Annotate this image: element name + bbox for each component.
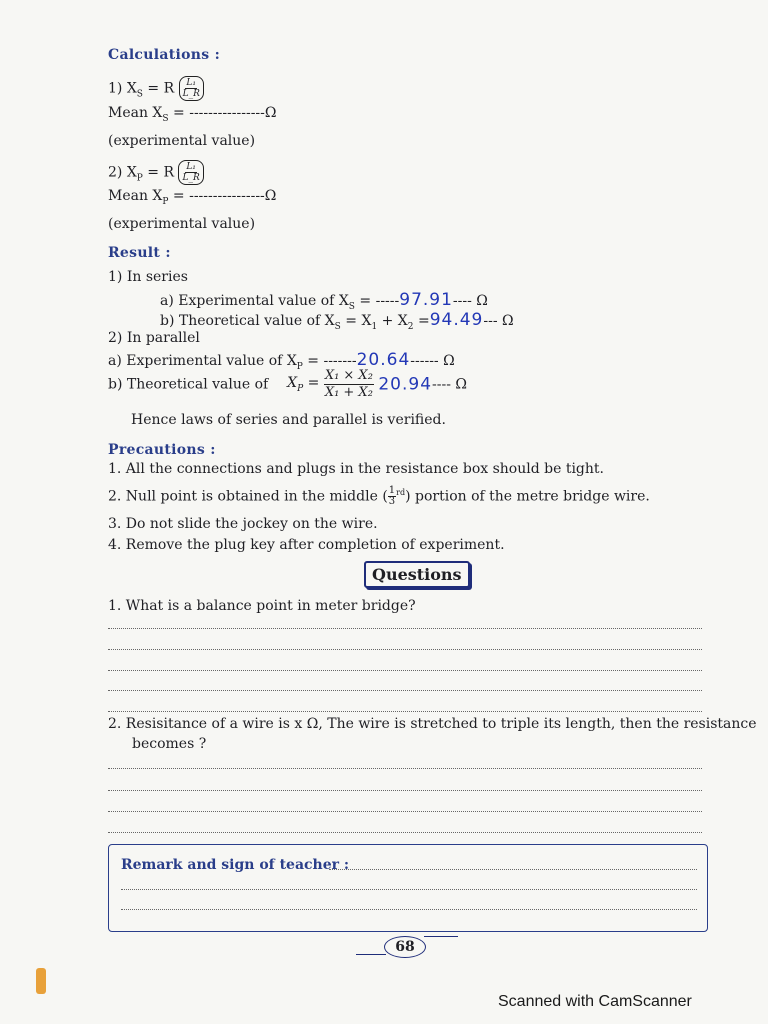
result-parallel-experimental: a) Experimental value of $X_P = -------20.64------$ Ω [108, 350, 455, 372]
result-parallel-label: 2) In parallel [108, 330, 200, 346]
precaution-item-4: 4. Remove the plug key after completion of experiment. [108, 537, 505, 553]
answer-line [108, 670, 702, 671]
remark-label: Remark and sign of teacher : [121, 857, 350, 873]
precaution-item-2: 2. Null point is obtained in the middle ( $\frac{1}{3}$ $^{rd}$) portion of the metre bridge wire. [108, 485, 650, 507]
result-series-label: 1) In series [108, 269, 188, 285]
remark-box [108, 844, 708, 932]
answer-line [108, 711, 702, 712]
result-series-theoretical: b) Theoretical value of $X_S = X_1 + X_2 =94.49---$ Ω [160, 310, 514, 332]
calculations-heading: Calculations : [108, 47, 221, 63]
result-heading: Result : [108, 245, 171, 261]
experimental-value-2: (experimental value) [108, 216, 256, 232]
handwritten-parallel-theoretical: 20.94 [378, 374, 433, 395]
question-2 [108, 716, 757, 752]
questions-title: Questions [364, 561, 470, 588]
parallel-formula-fraction: $\frac{\text{X₁ × X₂}}{\text{X₁ + X₂}}$ [324, 368, 373, 400]
precaution-item-1: 1. All the connections and plugs in the resistance box should be tight. [108, 461, 604, 477]
handwritten-series-theoretical: 94.49 [429, 310, 484, 330]
answer-line [108, 790, 702, 791]
answer-line [108, 628, 702, 629]
mean-xs: Mean $X_S = ----------------\Omega$ [108, 105, 277, 124]
remark-line [121, 889, 697, 890]
binding-mark [36, 968, 46, 994]
answer-line [108, 811, 702, 812]
result-series-experimental: a) Experimental value of $X_S = -----97.91----$ Ω [160, 290, 488, 312]
precaution-item-3: 3. Do not slide the jockey on the wire. [108, 516, 378, 532]
experimental-value-1: (experimental value) [108, 133, 256, 149]
scanner-watermark: Scanned with CamScanner [498, 993, 692, 1010]
question-2-line-1: 2. Resisitance of a wire is x Ω, The wire is stretched to triple its length, then the resistance [108, 716, 757, 732]
answer-line [108, 649, 702, 650]
precautions-heading: Precautions : [108, 442, 216, 458]
answer-line [108, 768, 702, 769]
answer-line [108, 690, 702, 691]
handwritten-series-experimental: 97.91 [399, 290, 453, 310]
result-parallel-theoretical: b) Theoretical value of $X_P$ = $\frac{\text{X₁ × X₂}}{\text{X₁ + X₂}}$ 20.94---- Ω [108, 368, 468, 400]
handwritten-parallel-experimental: 20.64 [356, 350, 411, 370]
question-2-line-2: becomes ? [132, 736, 207, 752]
page-number-line-right [424, 936, 458, 937]
page-number-line-left [356, 954, 386, 955]
page-number: 68 [384, 936, 426, 958]
verified-statement: Hence laws of series and parallel is verified. [131, 412, 446, 428]
calc-formula-series: 1) $X_S = R$ $\frac{\text{L₁}}{L\_R}$ [108, 76, 204, 101]
calc-formula-parallel: 2) $X_P = R$ $\frac{\text{L₁}}{L\_R}$ [108, 160, 204, 185]
question-1: 1. What is a balance point in meter bridge? [108, 598, 416, 614]
answer-line [108, 832, 702, 833]
remark-line [121, 909, 697, 910]
remark-line [329, 869, 697, 870]
mean-xp: Mean $X_P = ----------------\Omega$ [108, 188, 277, 207]
